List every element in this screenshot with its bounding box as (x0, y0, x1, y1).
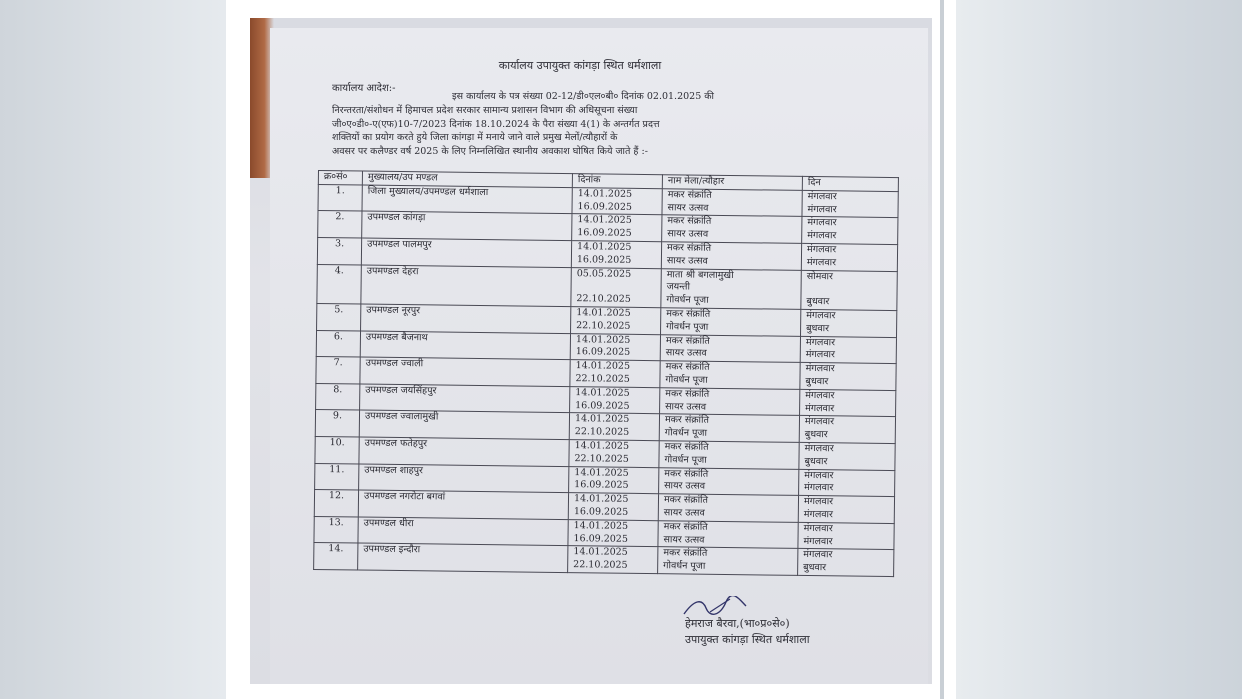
row-date-line: 16.09.2025 (573, 532, 628, 545)
row-place-cell (358, 490, 568, 519)
row-festival-line: सायर उत्सव (663, 507, 705, 519)
row-place-cell (360, 384, 570, 413)
row-date-line: 16.09.2025 (575, 399, 630, 412)
row-festival-cell (658, 494, 798, 522)
row-day-line: मंगलवार (803, 549, 833, 561)
row-date-line: 16.09.2025 (577, 227, 632, 240)
row-date-cell (570, 333, 660, 361)
row-day-cell (802, 217, 898, 245)
row-serial-cell (314, 490, 358, 517)
row-date-line: 14.01.2025 (576, 307, 631, 319)
row-place: उपमण्डल ज्वालामुखी (364, 410, 439, 423)
row-festival-line: सायर उत्सव (664, 480, 706, 493)
row-day-line: बुधवार (805, 375, 829, 388)
row-date-line: 22.10.2025 (576, 293, 631, 306)
row-place-cell (362, 185, 572, 214)
row-place-cell (359, 437, 569, 466)
row-festival-cell (662, 189, 802, 217)
row-serial: 14. (328, 543, 344, 555)
blurred-backdrop-left (0, 0, 226, 699)
row-date-line: 14.01.2025 (573, 493, 629, 505)
order-paragraph (332, 90, 872, 159)
row-day-line: मंगलवार (803, 508, 834, 521)
row-festival-cell (658, 520, 798, 548)
row-serial: 13. (328, 516, 344, 529)
row-place: उपमण्डल देहरा (366, 265, 419, 277)
row-day-line: मंगलवार (803, 522, 833, 535)
row-day-line (806, 283, 891, 297)
row-date-cell (570, 360, 660, 388)
row-place: उपमण्डल धीरा (363, 517, 414, 529)
header-day: दिन (802, 176, 898, 191)
row-day-cell (800, 363, 896, 391)
row-festival-line: सायर उत्सव (667, 201, 709, 214)
row-date-cell (572, 214, 662, 242)
row-serial-cell (315, 410, 359, 437)
row-festival-line: गोवर्धन पूजा (666, 321, 709, 333)
row-place: उपमण्डल जयसिंहपुर (365, 384, 437, 397)
row-festival-line: मकर संक्रांति (665, 388, 710, 400)
row-festival-line: मकर संक्रांति (663, 547, 708, 560)
row-serial: 6. (333, 330, 344, 342)
header-place: मुख्यालय/उप मण्डल (362, 171, 572, 187)
row-place-cell (359, 410, 569, 439)
row-festival-line: मकर संक्रांति (664, 441, 709, 453)
row-date-line: 14.01.2025 (574, 440, 630, 452)
row-serial: 9. (332, 410, 343, 422)
row-place-cell (361, 304, 571, 333)
row-place: उपमण्डल बैजनाथ (365, 331, 428, 343)
row-place-cell (359, 464, 569, 493)
row-festival-cell (661, 308, 801, 336)
row-date-line: 14.01.2025 (575, 333, 631, 346)
row-date-cell (568, 493, 658, 521)
row-day-line: मंगलवार (804, 482, 834, 494)
header-date: दिनांक (572, 174, 662, 189)
paragraph-line: शक्तियों का प्रयोग करते हुये जिला कांगड़ा में मनाये जाने वाले प्रमुख मेलों/त्यौहारों के (332, 132, 618, 144)
paragraph-line: अवसर पर कलैण्डर वर्ष 2025 के लिए निम्नलिखित स्थानीय अवकाश घोषित किये जाते हैं :- (332, 146, 648, 158)
header-festival: नाम मेला/त्यौहार (662, 175, 802, 191)
row-festival-cell (659, 414, 799, 442)
row-day-cell (799, 416, 895, 444)
row-day-line: मंगलवार (805, 402, 835, 414)
row-serial: 1. (335, 185, 345, 197)
row-day-cell (801, 270, 897, 311)
row-festival-cell (660, 334, 800, 362)
row-day-cell (798, 549, 894, 577)
row-date-line: 14.01.2025 (574, 413, 630, 426)
row-festival-line: गोवर्धन पूजा (665, 374, 708, 386)
row-place-cell (361, 265, 571, 307)
row-festival-line: मकर संक्रांति (665, 361, 710, 373)
signatory-name: हेमराज बैरवा,(भा०प्र०से०) (685, 617, 790, 630)
row-date-cell (569, 440, 659, 468)
row-day-line: मंगलवार (807, 190, 837, 203)
row-day-line: मंगलवार (805, 349, 835, 361)
row-day-line: मंगलवार (805, 389, 835, 402)
row-day-line: मंगलवार (806, 309, 836, 322)
row-serial: 5. (334, 304, 344, 316)
row-date-line: 22.10.2025 (573, 559, 628, 571)
row-day-cell (800, 336, 896, 364)
row-place: जिला मुख्यालय/उपमण्डल धर्मशाला (367, 185, 489, 198)
row-date-line: 14.01.2025 (575, 386, 630, 399)
signatory-title: उपायुक्त कांगड़ा स्थित धर्मशाला (685, 633, 810, 646)
row-day-line: बुधवार (803, 562, 827, 574)
row-place-cell (362, 211, 572, 240)
row-serial-cell (316, 383, 360, 410)
row-place-cell (360, 331, 570, 360)
office-heading: कार्यालय उपायुक्त कांगड़ा स्थित धर्मशाला (498, 59, 662, 72)
row-place-cell (361, 238, 571, 267)
row-festival-cell (660, 361, 800, 389)
row-festival-cell (659, 441, 799, 469)
row-festival-cell (662, 215, 802, 243)
row-festival-cell (661, 242, 801, 270)
row-festival-cell (661, 268, 801, 309)
row-festival-line: माता श्री बगलामुखी (666, 268, 734, 281)
row-festival-line: मकर संक्रांति (667, 242, 712, 254)
row-day-line: मंगलवार (804, 469, 834, 481)
row-date-cell (570, 386, 660, 414)
row-place: उपमण्डल नूरपुर (366, 304, 421, 317)
row-day-cell (798, 496, 894, 524)
document-photo (250, 18, 932, 684)
row-festival-line: सायर उत्सव (666, 255, 708, 267)
row-festival-line: मकर संक्रांति (667, 189, 712, 201)
row-place: उपमण्डल ज्वाली (365, 357, 424, 370)
row-serial: 8. (333, 383, 343, 396)
row-date-line: 05.05.2025 (576, 267, 632, 280)
row-festival-line: मकर संक्रांति (663, 520, 708, 533)
row-date-line: 16.09.2025 (573, 506, 629, 518)
row-serial-cell (314, 543, 358, 570)
row-day-line: बुधवार (806, 322, 830, 335)
row-festival-line: मकर संक्रांति (667, 215, 712, 228)
row-date-line (577, 281, 656, 295)
row-date-line: 16.09.2025 (577, 200, 633, 213)
row-place-cell (360, 357, 570, 386)
row-serial: 2. (335, 211, 345, 223)
row-serial-cell (317, 237, 361, 264)
row-date-cell (569, 466, 659, 494)
row-date-line: 14.01.2025 (573, 546, 628, 559)
row-serial: 12. (328, 490, 345, 502)
row-day-cell (798, 522, 894, 550)
row-festival-line: सायर उत्सव (667, 228, 709, 240)
row-date-line: 14.01.2025 (573, 519, 629, 532)
blurred-backdrop-right (956, 0, 1242, 699)
row-festival-cell (660, 387, 800, 415)
row-date-cell (568, 546, 658, 574)
row-festival-line: मकर संक्रांति (664, 467, 709, 480)
row-festival-line: गोवर्धन पूजा (664, 427, 708, 439)
row-date-line: 14.01.2025 (577, 187, 633, 200)
row-day-line: मंगलवार (803, 535, 833, 547)
row-day-line: मंगलवार (807, 217, 837, 229)
row-date-line: 22.10.2025 (574, 426, 630, 438)
row-serial: 7. (333, 357, 343, 369)
row-day-line: बुधवार (804, 429, 828, 441)
row-day-line: मंगलवार (805, 336, 836, 348)
row-date-line: 22.10.2025 (574, 452, 629, 465)
row-day-line: मंगलवार (804, 442, 834, 455)
row-serial-cell (316, 357, 360, 384)
row-day-cell (799, 442, 895, 470)
row-date-cell (571, 241, 661, 269)
row-day-line: मंगलवार (804, 416, 835, 428)
row-day-line: मंगलवार (806, 256, 837, 269)
row-day-cell (801, 309, 897, 337)
row-date-line: 16.09.2025 (575, 346, 631, 359)
row-serial-cell (318, 211, 362, 238)
row-day-line: मंगलवार (807, 203, 837, 215)
row-serial-cell (315, 436, 359, 463)
row-serial-cell (317, 264, 361, 304)
row-festival-line: गोवर्धन पूजा (664, 453, 707, 466)
row-festival-line: सायर उत्सव (663, 533, 705, 546)
row-day-cell (801, 243, 897, 271)
row-day-cell (800, 389, 896, 417)
row-festival-cell (658, 547, 798, 575)
paragraph-line: इस कार्यालय के पत्र संख्या 02-12/डी०एल०बी० दिनांक 02.01.2025 की (452, 91, 715, 102)
row-day-line: सोमवार (806, 270, 834, 282)
order-label: कार्यालय आदेश:- (332, 83, 396, 94)
row-date-line: 14.01.2025 (577, 241, 632, 253)
row-date-line: 14.01.2025 (577, 214, 632, 227)
row-festival-line: मकर संक्रांति (666, 308, 711, 320)
row-day-line: मंगलवार (806, 243, 837, 256)
row-date-line: 14.01.2025 (575, 360, 631, 372)
row-date-line: 14.01.2025 (574, 466, 629, 479)
row-date-line: 16.09.2025 (576, 253, 632, 266)
row-date-cell (571, 267, 661, 307)
row-serial: 10. (329, 437, 345, 449)
frame-divider (940, 0, 944, 699)
row-serial-cell (317, 303, 361, 330)
row-festival-line: सायर उत्सव (665, 347, 707, 360)
row-place: उपमण्डल नगरोटा बगवां (363, 490, 446, 503)
row-serial-cell (315, 463, 359, 490)
row-date-line: 16.09.2025 (574, 479, 629, 492)
row-date-line: 22.10.2025 (576, 319, 631, 332)
office-order-page (270, 28, 928, 684)
row-date-cell (569, 413, 659, 441)
row-serial-cell (314, 516, 358, 543)
row-day-line: बुधवार (804, 455, 828, 467)
row-day-line: मंगलवार (805, 363, 835, 375)
row-place: उपमण्डल कांगड़ा (367, 211, 426, 224)
signature-scribble (680, 596, 750, 618)
row-day-line: मंगलवार (803, 496, 834, 508)
row-serial-cell (318, 184, 362, 211)
row-day-cell (802, 190, 898, 218)
row-festival-cell (659, 467, 799, 495)
header-serial: क्र०सं० (318, 171, 362, 185)
row-serial: 11. (329, 463, 345, 475)
row-place-cell (358, 543, 568, 572)
row-place: उपमण्डल शाहपुर (364, 464, 423, 476)
row-serial: 4. (334, 264, 344, 276)
row-date-cell (572, 187, 662, 215)
row-festival-line: जयन्ती (666, 281, 691, 293)
holiday-table (313, 170, 899, 577)
paragraph-line: जी०ए०डी०-ए(एफ)10-7/2023 दिनांक 18.10.2024 के पैरा संख्या 4(1) के अन्तर्गत प्रदत्त (332, 118, 660, 130)
row-date-cell (571, 307, 661, 335)
row-serial-cell (316, 330, 360, 357)
row-serial: 3. (334, 238, 345, 250)
table-body (314, 184, 899, 576)
row-festival-line: मकर संक्रांति (665, 334, 710, 347)
row-festival-line: गोवर्धन पूजा (663, 560, 706, 572)
row-festival-line: गोवर्धन पूजा (666, 294, 709, 306)
paragraph-line: निरन्तरता/संशोधन में हिमाचल प्रदेश सरकार सामान्य प्रशासन विभाग की अधिसूचना संख्या (332, 104, 638, 116)
row-place: उपमण्डल फतेहपुर (364, 437, 428, 450)
row-festival-line: मकर संक्रांति (663, 494, 708, 506)
row-place: उपमण्डल पालमपुर (367, 238, 432, 251)
row-day-cell (799, 469, 895, 497)
row-festival-line: मकर संक्रांति (664, 414, 709, 427)
row-place: उपमण्डल इन्दौरा (363, 543, 421, 556)
row-day-line: मंगलवार (807, 230, 837, 242)
row-date-line: 22.10.2025 (575, 373, 630, 385)
row-place-cell (358, 517, 568, 546)
row-day-line: बुधवार (806, 296, 830, 308)
row-festival-line: सायर उत्सव (665, 400, 707, 413)
row-date-cell (568, 519, 658, 547)
